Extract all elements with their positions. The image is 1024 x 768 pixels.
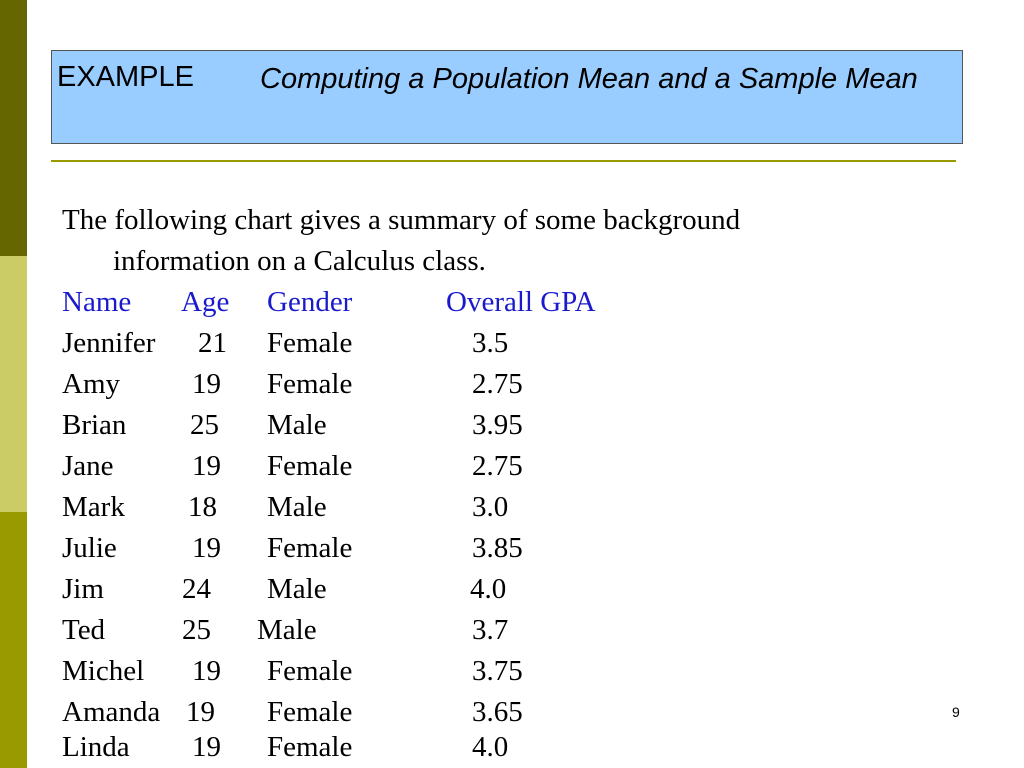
cell-gpa: 3.7 — [472, 614, 509, 646]
cell-gender: Female — [267, 655, 353, 687]
page-title: Computing a Population Mean and a Sample Mean — [260, 63, 918, 95]
cell-age: 21 — [198, 327, 227, 359]
sidebar-segment-mid — [0, 512, 27, 768]
cell-name: Ted — [62, 614, 106, 646]
title-box — [51, 50, 963, 144]
page-number: 9 — [952, 704, 960, 720]
cell-age: 25 — [182, 614, 211, 646]
sidebar-segment-light — [0, 256, 27, 512]
cell-name: Brian — [62, 409, 127, 441]
cell-gpa: 4.0 — [472, 731, 509, 763]
intro-line-1: The following chart gives a summary of some background — [62, 204, 741, 236]
cell-age: 19 — [186, 696, 215, 728]
cell-gender: Male — [267, 573, 327, 605]
cell-gpa: 3.85 — [472, 532, 523, 564]
cell-gender: Female — [267, 368, 353, 400]
cell-age: 19 — [192, 532, 221, 564]
cell-age: 25 — [190, 409, 219, 441]
cell-age: 19 — [192, 450, 221, 482]
cell-name: Jane — [62, 450, 114, 482]
cell-age: 19 — [192, 731, 221, 763]
cell-gpa: 3.75 — [472, 655, 523, 687]
cell-gender: Male — [267, 409, 327, 441]
cell-age: 19 — [192, 655, 221, 687]
cell-gpa: 3.65 — [472, 696, 523, 728]
cell-gender: Female — [267, 532, 353, 564]
cell-gender: Female — [267, 731, 353, 763]
slide-sidebar-decoration — [0, 0, 27, 768]
cell-name: Michel — [62, 655, 145, 687]
cell-gender: Female — [267, 450, 353, 482]
cell-gender: Male — [257, 614, 317, 646]
cell-name: Jim — [62, 573, 104, 605]
cell-gpa: 2.75 — [472, 450, 523, 482]
header-name: Name — [62, 286, 132, 318]
cell-name: Linda — [62, 731, 130, 763]
cell-gpa: 3.0 — [472, 491, 509, 523]
cell-gpa: 4.0 — [470, 573, 507, 605]
cell-name: Amanda — [62, 696, 161, 728]
cell-gpa: 2.75 — [472, 368, 523, 400]
cell-gender: Female — [267, 327, 353, 359]
cell-gender: Male — [267, 491, 327, 523]
cell-gpa: 3.95 — [472, 409, 523, 441]
header-gender: Gender — [267, 286, 353, 318]
header-gpa: Overall GPA — [446, 286, 596, 318]
cell-age: 19 — [192, 368, 221, 400]
header-age: Age — [181, 286, 230, 318]
cell-name: Jennifer — [62, 327, 156, 359]
intro-line-2: information on a Calculus class. — [113, 245, 486, 277]
cell-name: Mark — [62, 491, 125, 523]
cell-gpa: 3.5 — [472, 327, 509, 359]
cell-gender: Female — [267, 696, 353, 728]
title-divider — [51, 160, 956, 162]
cell-age: 18 — [188, 491, 217, 523]
title-label: EXAMPLE — [57, 61, 194, 93]
sidebar-segment-dark — [0, 0, 27, 256]
cell-age: 24 — [182, 573, 211, 605]
cell-name: Julie — [62, 532, 117, 564]
cell-name: Amy — [62, 368, 120, 400]
intro-text — [62, 200, 740, 282]
